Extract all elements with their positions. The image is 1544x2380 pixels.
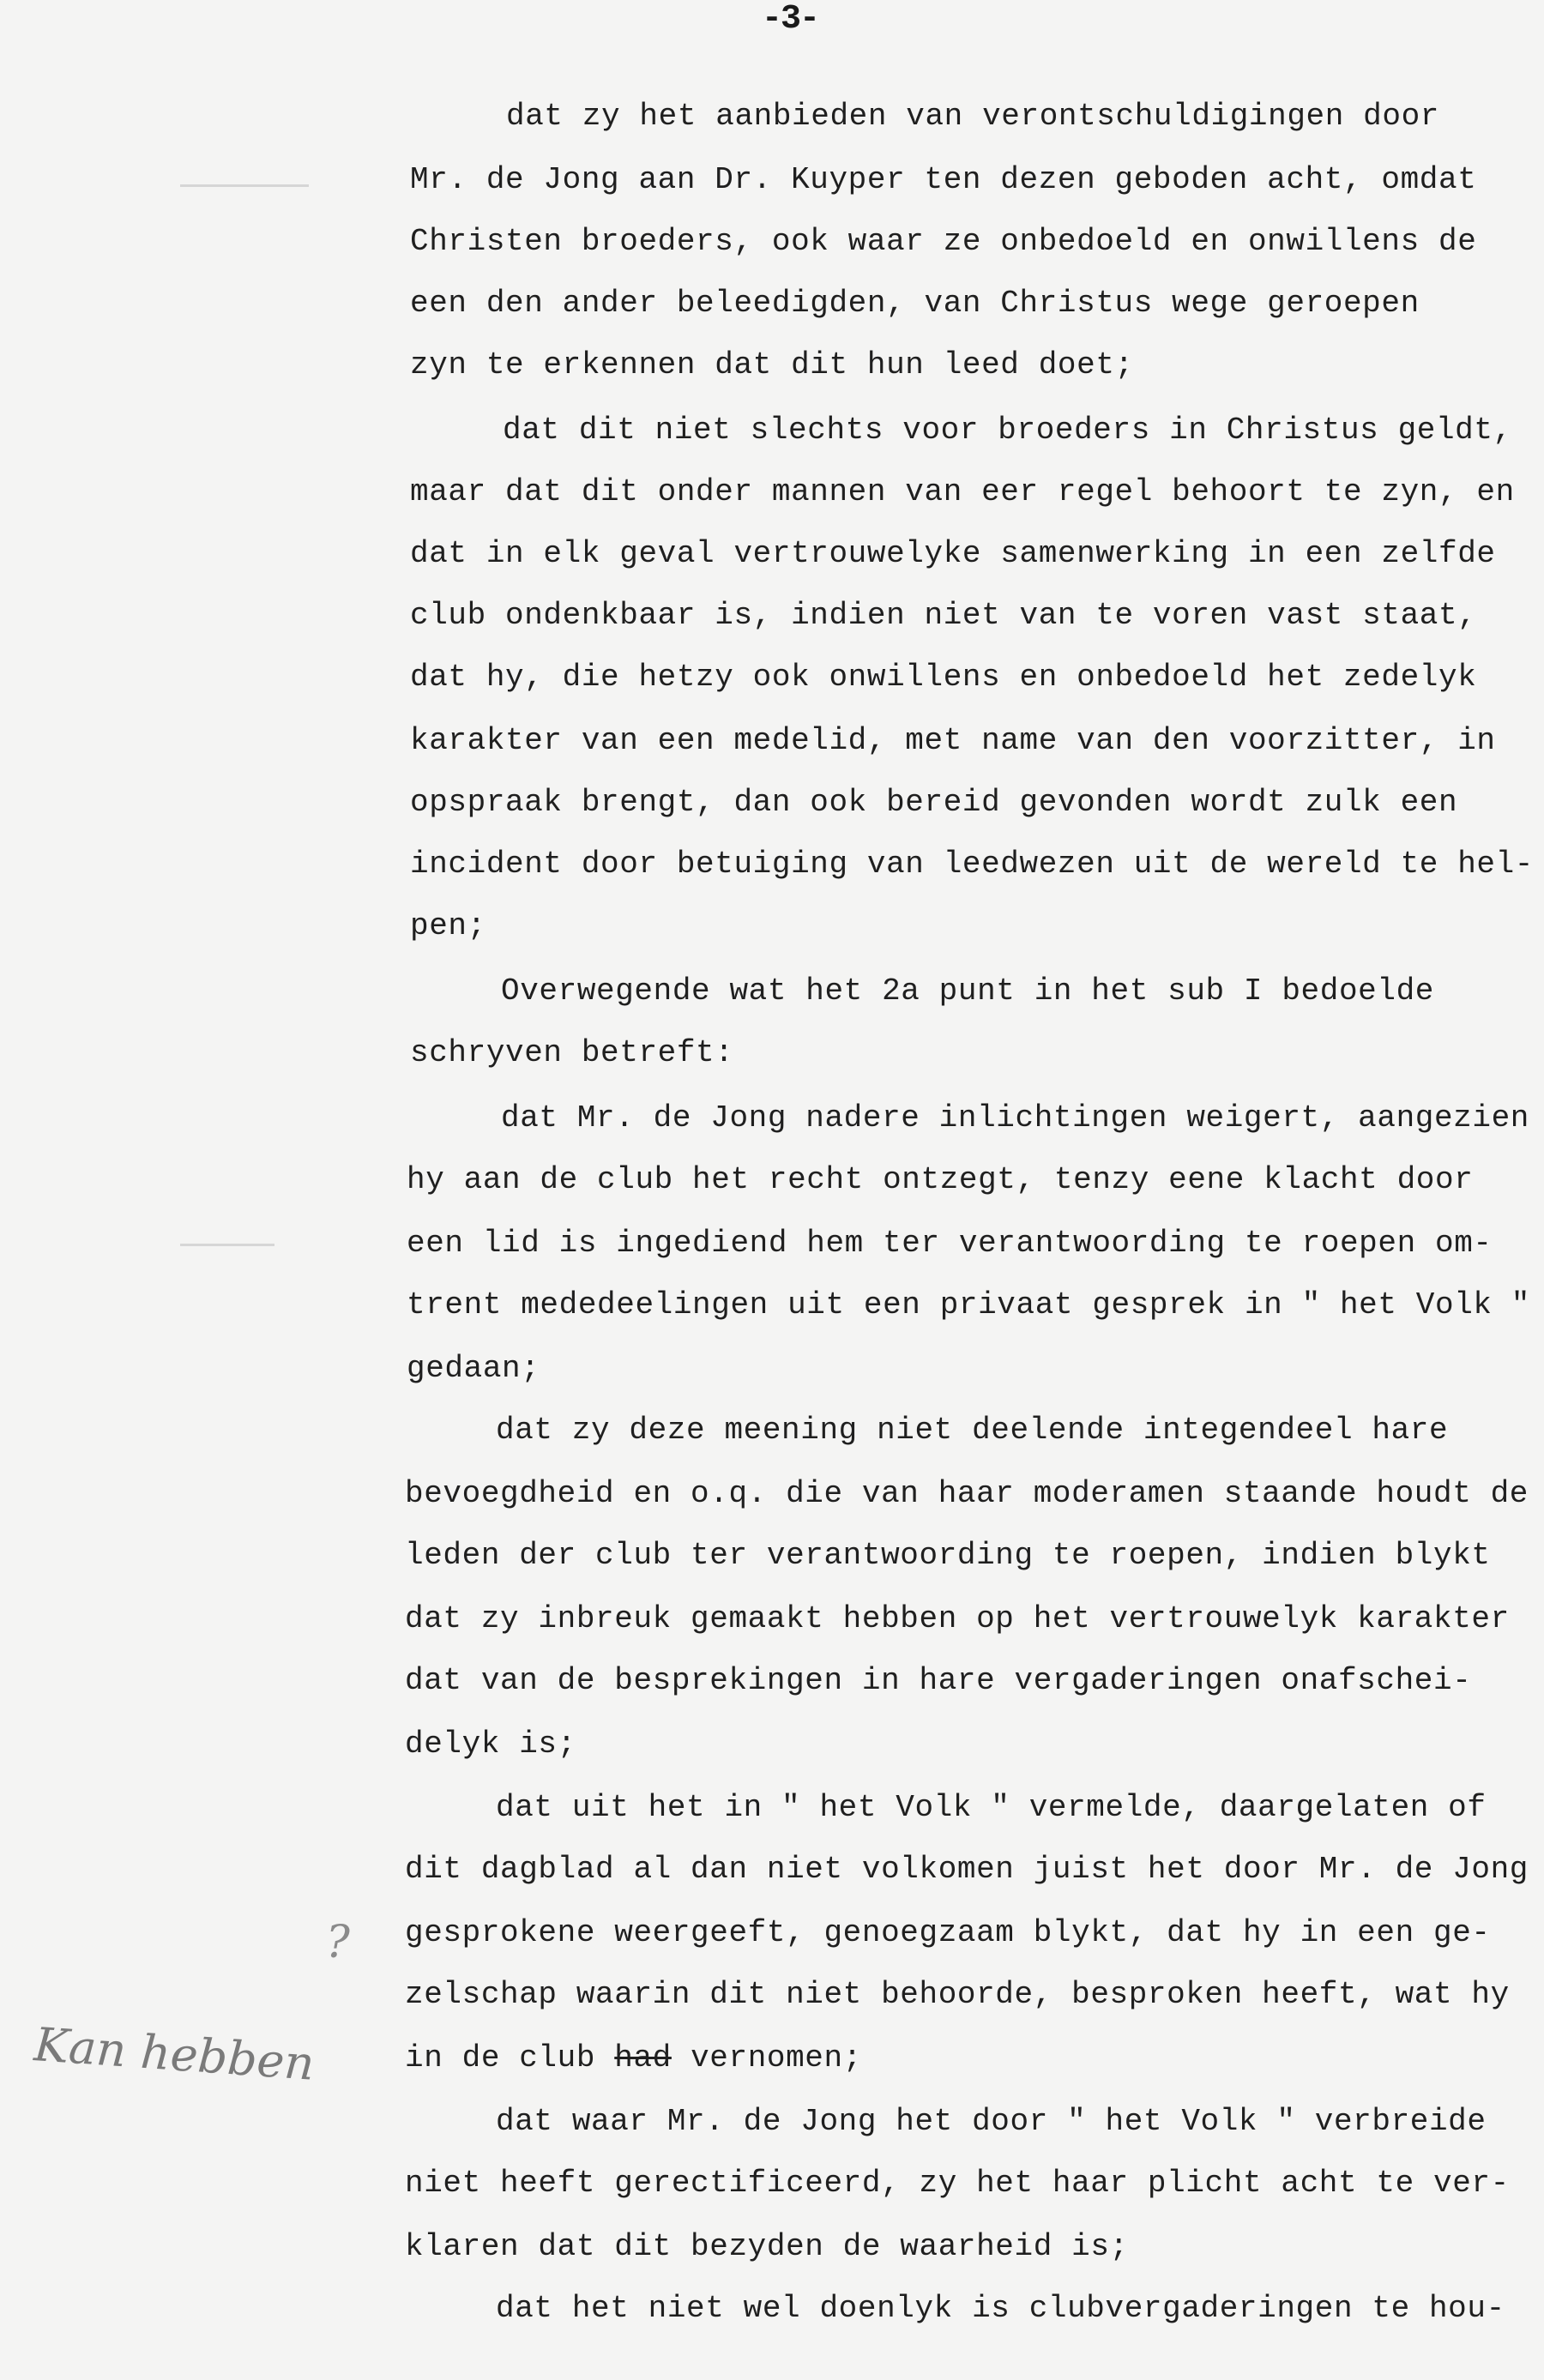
page-number: -3- xyxy=(762,0,819,39)
text-line: een lid is ingediend hem ter verantwoording te roepen om- xyxy=(407,1226,1493,1261)
handwritten-question-mark: ? xyxy=(326,1917,350,1968)
text-line: dat hy, die hetzy ook onwillens en onbedoeld het zedelyk xyxy=(410,660,1477,695)
struck-word: had xyxy=(614,2040,672,2076)
text-line: zyn te erkennen dat dit hun leed doet; xyxy=(410,347,1134,383)
text-line: gesprokene weergeeft, genoegzaam blykt, dat hy in een ge- xyxy=(405,1915,1491,1950)
text-line: dat uit het in " het Volk " vermelde, daargelaten of xyxy=(496,1790,1487,1825)
text-line: dat het niet wel doenlyk is clubvergaderingen te hou- xyxy=(496,2291,1505,2326)
text-line: pen; xyxy=(410,908,486,943)
text-line: dat dit niet slechts voor broeders in Christus geldt, xyxy=(503,413,1512,448)
text-line: klaren dat dit bezyden de waarheid is; xyxy=(405,2229,1129,2264)
text-line: Christen broeders, ook waar ze onbedoeld en onwillens de xyxy=(410,224,1477,259)
text-line: Mr. de Jong aan Dr. Kuyper ten dezen geboden acht, omdat xyxy=(410,162,1477,197)
text-line: leden der club ter verantwoording te roepen, indien blykt xyxy=(405,1538,1491,1573)
text-line: incident door betuiging van leedwezen uit de wereld te hel- xyxy=(410,847,1535,882)
text-line: dat waar Mr. de Jong het door " het Volk " verbreide xyxy=(496,2104,1487,2139)
text-segment: in de club xyxy=(405,2040,615,2076)
text-line: niet heeft gerectificeerd, zy het haar plicht acht te ver- xyxy=(405,2166,1510,2201)
text-segment: vernomen; xyxy=(671,2040,862,2076)
text-line: maar dat dit onder mannen van eer regel behoort te zyn, en xyxy=(410,474,1515,509)
text-line: dat zy deze meening niet deelende integendeel hare xyxy=(496,1413,1449,1448)
faint-margin-trace xyxy=(180,184,309,187)
text-line: dat zy inbreuk gemaakt hebben op het vertrouwelyk karakter xyxy=(405,1601,1510,1636)
text-line: dat in elk geval vertrouwelyke samenwerking in een zelfde xyxy=(410,536,1496,571)
text-line-with-strikethrough xyxy=(405,2040,862,2077)
text-line: dat zy het aanbieden van verontschuldigingen door xyxy=(506,99,1439,134)
text-line: dat van de besprekingen in hare vergaderingen onafschei- xyxy=(405,1663,1472,1698)
text-line: dit dagblad al dan niet volkomen juist het door Mr. de Jong xyxy=(405,1852,1529,1887)
text-line: dat Mr. de Jong nadere inlichtingen weigert, aangezien xyxy=(501,1100,1529,1136)
text-line: zelschap waarin dit niet behoorde, besproken heeft, wat hy xyxy=(405,1977,1510,2012)
text-line: opspraak brengt, dan ook bereid gevonden wordt zulk een xyxy=(410,785,1458,820)
text-line: delyk is; xyxy=(405,1726,576,1762)
text-line: trent mededeelingen uit een privaat gesprek in " het Volk " xyxy=(407,1287,1531,1323)
text-line: schryven betreft: xyxy=(410,1035,734,1070)
text-line: club ondenkbaar is, indien niet van te voren vast staat, xyxy=(410,598,1477,633)
text-line: hy aan de club het recht ontzegt, tenzy eene klacht door xyxy=(407,1162,1474,1197)
text-line: gedaan; xyxy=(407,1351,540,1386)
text-line: Overwegende wat het 2a punt in het sub I bedoelde xyxy=(501,973,1434,1009)
text-line: een den ander beleedigden, van Christus wege geroepen xyxy=(410,286,1420,321)
text-line: karakter van een medelid, met name van den voorzitter, in xyxy=(410,723,1496,758)
handwritten-margin-note: Kan hebben xyxy=(32,2017,317,2091)
faint-margin-trace xyxy=(180,1244,274,1246)
text-line: bevoegdheid en o.q. die van haar moderamen staande houdt de xyxy=(405,1476,1529,1511)
